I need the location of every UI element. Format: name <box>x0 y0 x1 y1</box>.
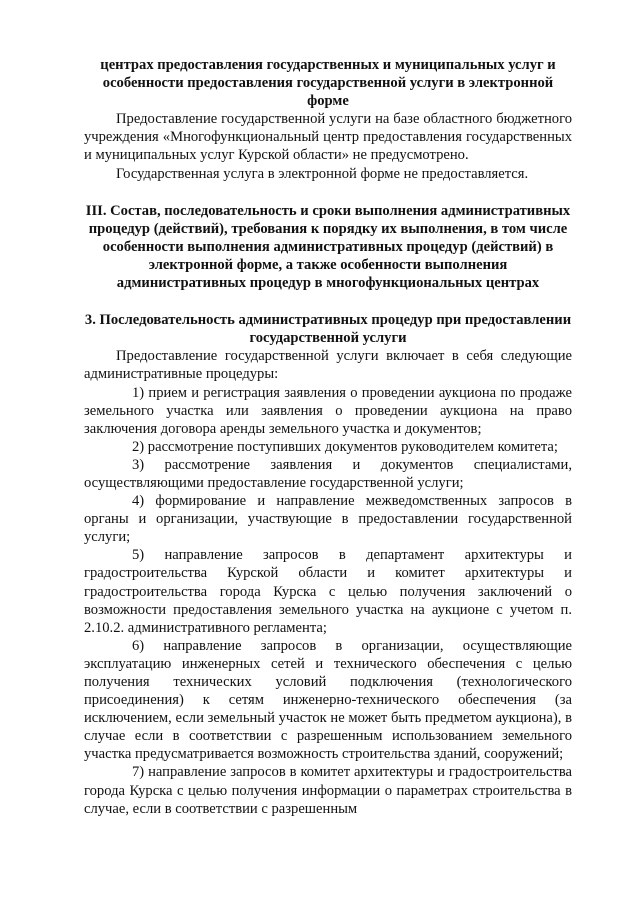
list-item: 3) рассмотрение заявления и документов специалистами, осуществляющими предоставление государственной услуги; <box>84 456 572 491</box>
paragraph-electronic-form: Государственная услуга в электронной форме не предоставляется. <box>116 165 529 182</box>
spacer <box>84 292 572 311</box>
list-item: 5) направление запросов в департамент архитектуры и градостроительства Курской области и комитет архитектуры и градостроительства города Курска с целью получения заключений о возможности предоставления земельного участка на аукционе с учетом п. 2.10.2. административного регламента; <box>84 547 572 636</box>
spacer <box>84 183 572 202</box>
list-item: 1) прием и регистрация заявления о проведении аукциона по продаже земельного участка или заявления о проведении аукциона на право заключения договора аренды земельного участка и документов; <box>84 384 572 437</box>
paragraph-mfc: Предоставление государственной услуги на базе областного бюджетного учреждения «Многофункциональный центр предоставления государственных и муниципальных услуг Курской области» не предусмотрено. <box>84 111 572 164</box>
section-heading: III. Состав, последовательность и сроки выполнения административных процедур (действий), требования к порядку их выполнения, в том числе особенности выполнения административных процедур (действий) в электронной форме, а также особенности выполнения административных процедур в многофункциональных центрах <box>85 202 571 292</box>
paragraph-intro: Предоставление государственной услуги включает в себя следующие административные процедуры: <box>84 348 572 383</box>
list-item: 6) направление запросов в организации, осуществляющие эксплуатацию инженерных сетей и технического обеспечения с целью получения технических условий подключения (технологического присоединения) к сетям инженерно-технического обеспечения (за исключением, если земельный участок не может быть предметом аукциона), в случае если в соответствии с разрешенным использованием земельного участка предусматривается возможность строительства зданий, сооружений; <box>84 637 572 763</box>
document-body <box>84 56 572 818</box>
subsection-heading: 3. Последовательность административных процедур при предоставлении государственной услуги <box>84 312 572 347</box>
list-item: 7) направление запросов в комитет архитектуры и градостроительства города Курска с целью получения информации о параметрах строительства в случае, если в соответствии с разрешенным <box>84 764 572 817</box>
list-item: 4) формирование и направление межведомственных запросов в органы и организации, участвующие в предоставлении государственной услуги; <box>84 493 572 546</box>
list-item: 2) рассмотрение поступивших документов руководителем комитета; <box>132 438 558 455</box>
heading-continuation: центрах предоставления государственных и муниципальных услуг и особенности предоставления государственной услуги в электронной форме <box>100 57 556 110</box>
